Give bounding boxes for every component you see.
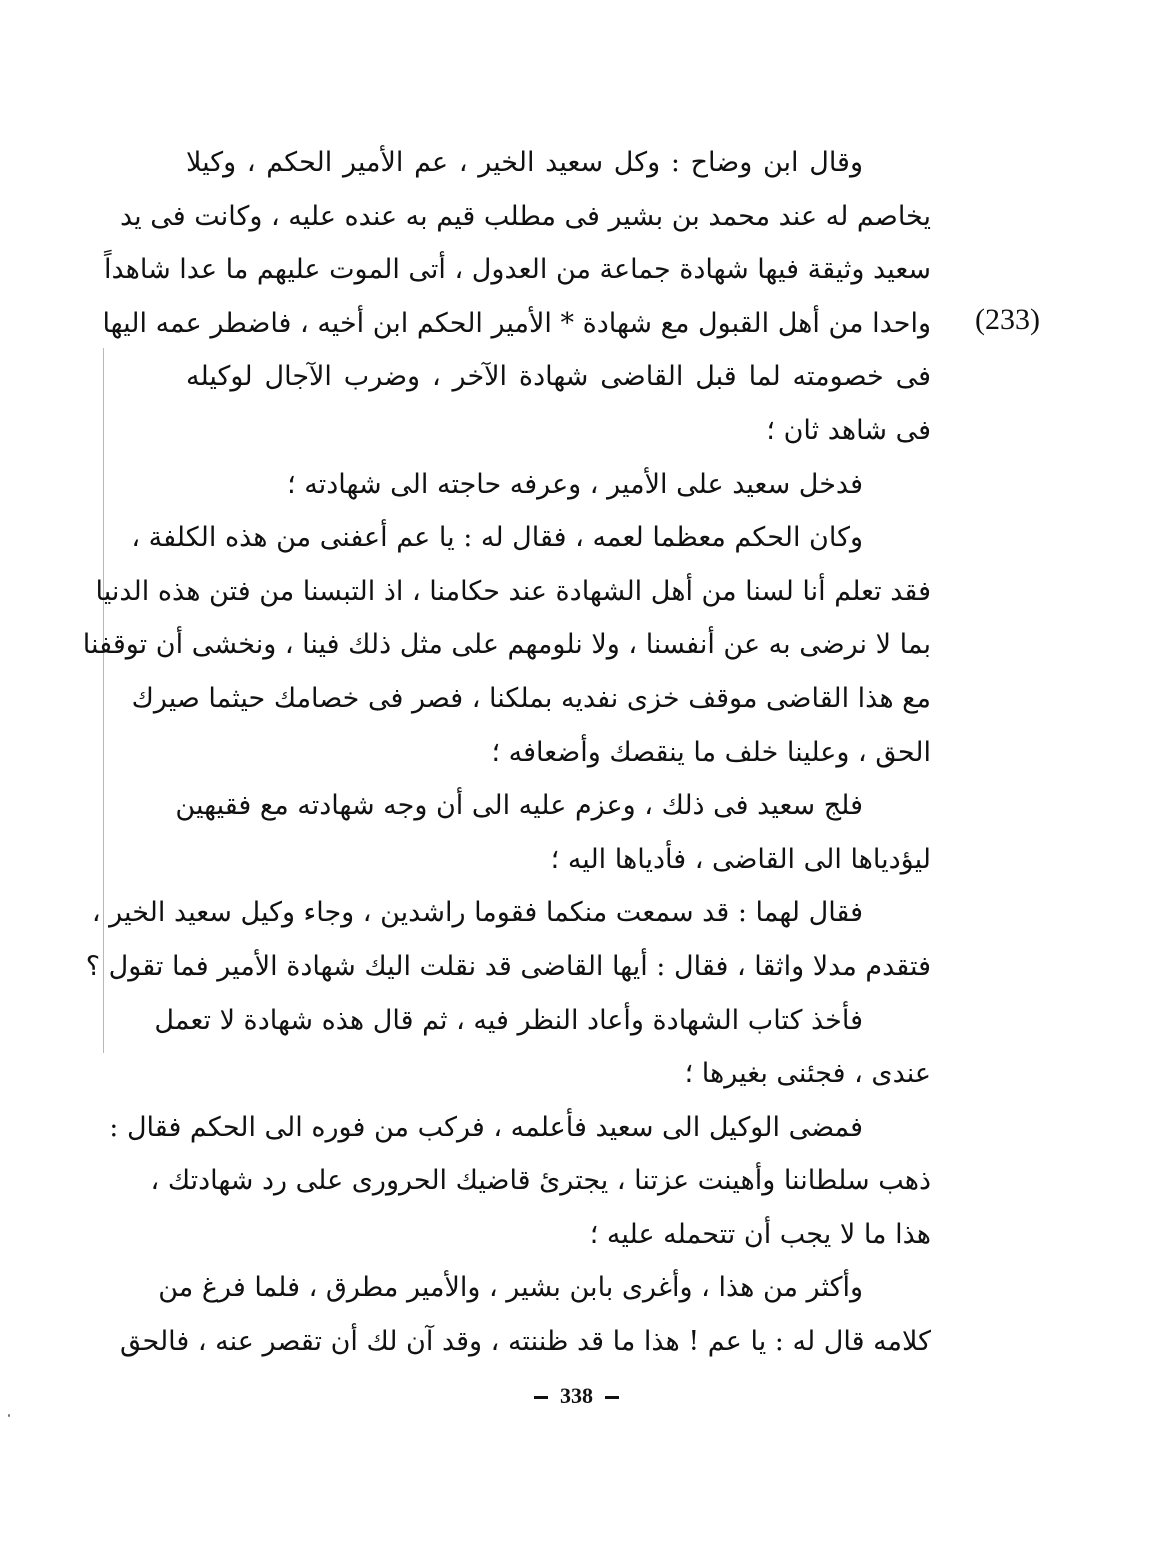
text-line: ذهب سلطاننا وأهينت عزتنا ، يجترئ قاضيك الحرورى على رد شهادتك ، (150, 1165, 931, 1197)
text-line: فى شاهد ثان ؛ (766, 414, 931, 446)
text-line: فمضى الوكيل الى سعيد فأعلمه ، فركب من فوره الى الحكم فقال : (109, 1111, 863, 1143)
text-line: فلج سعيد فى ذلك ، وعزم عليه الى أن وجه شهادته مع فقيهين (175, 790, 863, 822)
text-line: فتقدم مدلا واثقا ، فقال : أيها القاضى قد نقلت اليك شهادة الأمير فما تقول ؟ (85, 950, 931, 982)
text-line: سعيد وثيقة فيها شهادة جماعة من العدول ، أتى الموت عليهم ما عدا شاهداً (103, 254, 931, 286)
text-line: عندى ، فجئنى بغيرها ؛ (684, 1058, 931, 1090)
text-line: وكان الحكم معظما لعمه ، فقال له : يا عم أعفنى من هذه الكلفة ، (131, 522, 863, 554)
text-line: الحق ، وعلينا خلف ما ينقصك وأضعافه ؛ (491, 736, 931, 768)
dash-left (534, 1396, 548, 1399)
text-line: كلامه قال له : يا عم ! هذا ما قد ظننته ، وقد آن لك أن تقصر عنه ، فالحق (120, 1326, 931, 1358)
text-line: بما لا نرضى به عن أنفسنا ، ولا نلومهم على مثل ذلك فينا ، ونخشى أن توقفنا (82, 629, 931, 661)
text-line: فقد تعلم أنا لسنا من أهل الشهادة عند حكامنا ، اذ التبسنا من فتن هذه الدنيا (95, 575, 931, 607)
text-line: مع هذا القاضى موقف خزى نفديه بملكنا ، فصر فى خصامك حيثما صيرك (131, 682, 931, 714)
body-text (82, 136, 931, 1369)
text-line: فأخذ كتاب الشهادة وأعاد النظر فيه ، ثم قال هذه شهادة لا تعمل (154, 1004, 863, 1036)
text-line: فقال لهما : قد سمعت منكما فقوما راشدين ، وجاء وكيل سعيد الخير ، (91, 897, 863, 929)
text-line: وأكثر من هذا ، وأغرى بابن بشير ، والأمير مطرق ، فلما فرغ من (158, 1272, 863, 1304)
page-number-value: 338 (560, 1383, 593, 1408)
text-line: هذا ما لا يجب أن تتحمله عليه ؛ (589, 1218, 931, 1250)
text-line: ليؤدياها الى القاضى ، فأدياها اليه ؛ (550, 843, 931, 875)
text-line: فى خصومته لما قبل القاضى شهادة الآخر ، وضرب الآجال لوكيله (186, 361, 931, 393)
dash-right (605, 1396, 619, 1399)
text-line: فدخل سعيد على الأمير ، وعرفه حاجته الى شهادته ؛ (287, 468, 863, 500)
text-line: يخاصم له عند محمد بن بشير فى مطلب قيم به عنده عليه ، وكانت فى يد (119, 200, 931, 232)
text-line: واحدا من أهل القبول مع شهادة * الأمير الحكم ابن أخيه ، فاضطر عمه اليها (102, 307, 931, 339)
scan-speck (8, 1414, 10, 1417)
page-number (0, 1383, 1153, 1409)
margin-note: (233) (975, 303, 1040, 336)
text-line: وقال ابن وضاح : وكل سعيد الخير ، عم الأمير الحكم ، وكيلا (186, 147, 863, 178)
